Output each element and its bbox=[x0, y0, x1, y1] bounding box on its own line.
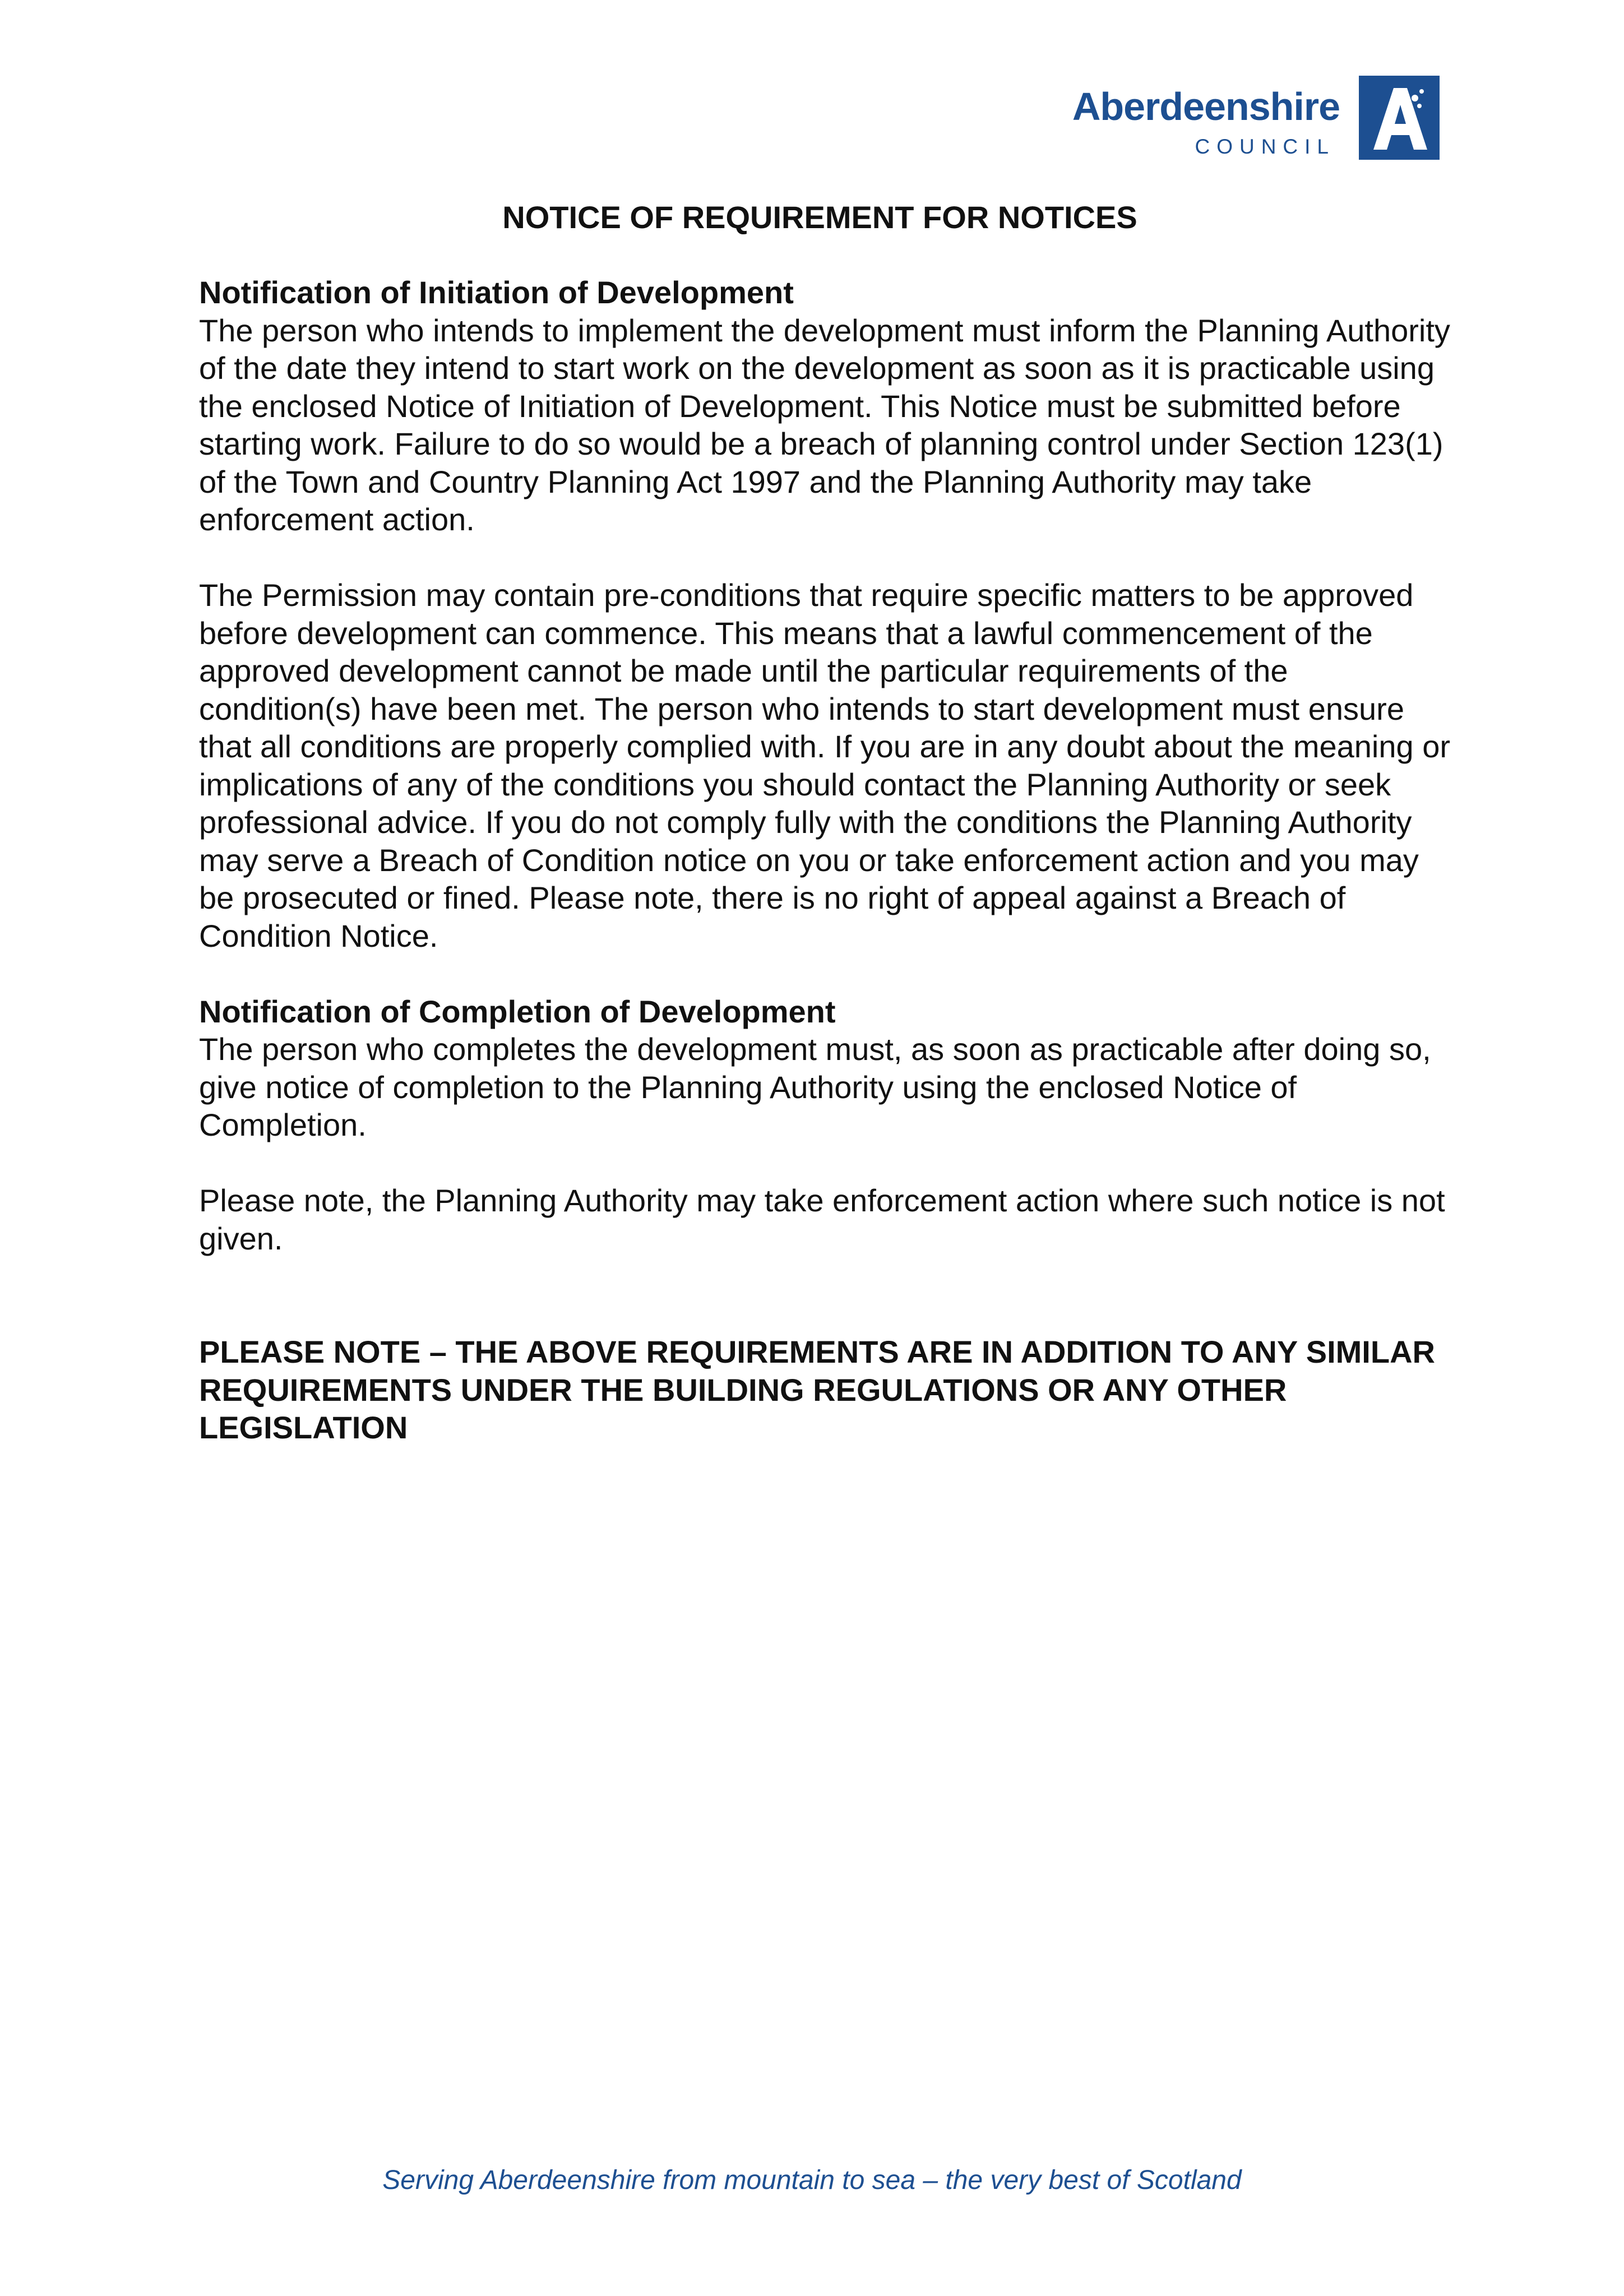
logo-wordmark bbox=[1054, 76, 1340, 163]
council-logo bbox=[1054, 76, 1441, 163]
initiation-heading: Notification of Initiation of Development bbox=[199, 275, 794, 310]
completion-paragraph-2: Please note, the Planning Authority may take enforcement action where such notice is not given. bbox=[199, 1183, 1445, 1256]
initiation-paragraph-1: The person who intends to implement the development must inform the Planning Authority of the date they intend to start work on the development as soon as it is practicable using the enclosed Notice of Initiation of Development. This Notice must be submitted before starting work. Failure to do so would be a breach of planning control under Section 123(1) of the Town and Country Planning Act 1997 and the Planning Authority may take enforcement action. bbox=[199, 312, 1450, 537]
logo-name: Aberdeenshire bbox=[1072, 85, 1340, 128]
initiation-section bbox=[199, 274, 1455, 955]
footer-slogan: Serving Aberdeenshire from mountain to sea – the very best of Scotland bbox=[382, 2165, 1242, 2195]
completion-section bbox=[199, 993, 1455, 1258]
document-body bbox=[199, 274, 1455, 1484]
logo-subtitle: COUNCIL bbox=[1195, 135, 1335, 158]
please-note-statement: PLEASE NOTE – THE ABOVE REQUIREMENTS ARE IN ADDITION TO ANY SIMILAR REQUIREMENTS UNDER THE BUILDING REGULATIONS OR ANY OTHER LEGISLATION bbox=[199, 1334, 1435, 1445]
completion-paragraph-1: The person who completes the development must, as soon as practicable after doing so, give notice of completion to the Planning Authority using the enclosed Notice of Completion. bbox=[199, 1031, 1431, 1142]
page-title: NOTICE OF REQUIREMENT FOR NOTICES bbox=[502, 200, 1137, 235]
initiation-paragraph-2: The Permission may contain pre-conditions that require specific matters to be approved before development can commence. This means that a lawful commencement of the approved development cannot be made until the particular requirements of the condition(s) have been met. The person who intends to start development must ensure that all conditions are properly complied with. If you are in any doubt about the meaning or implications of any of the conditions you should contact the Planning Authority or seek professional advice. If you do not comply fully with the conditions the Planning Authority may serve a Breach of Condition notice on you or take enforcement action and you may be prosecuted or fined. Please note, there is no right of appeal against a Breach of Condition Notice. bbox=[199, 577, 1450, 953]
aberdeenshire-a-logo-icon bbox=[1359, 76, 1440, 160]
completion-heading: Notification of Completion of Development bbox=[199, 993, 836, 1029]
